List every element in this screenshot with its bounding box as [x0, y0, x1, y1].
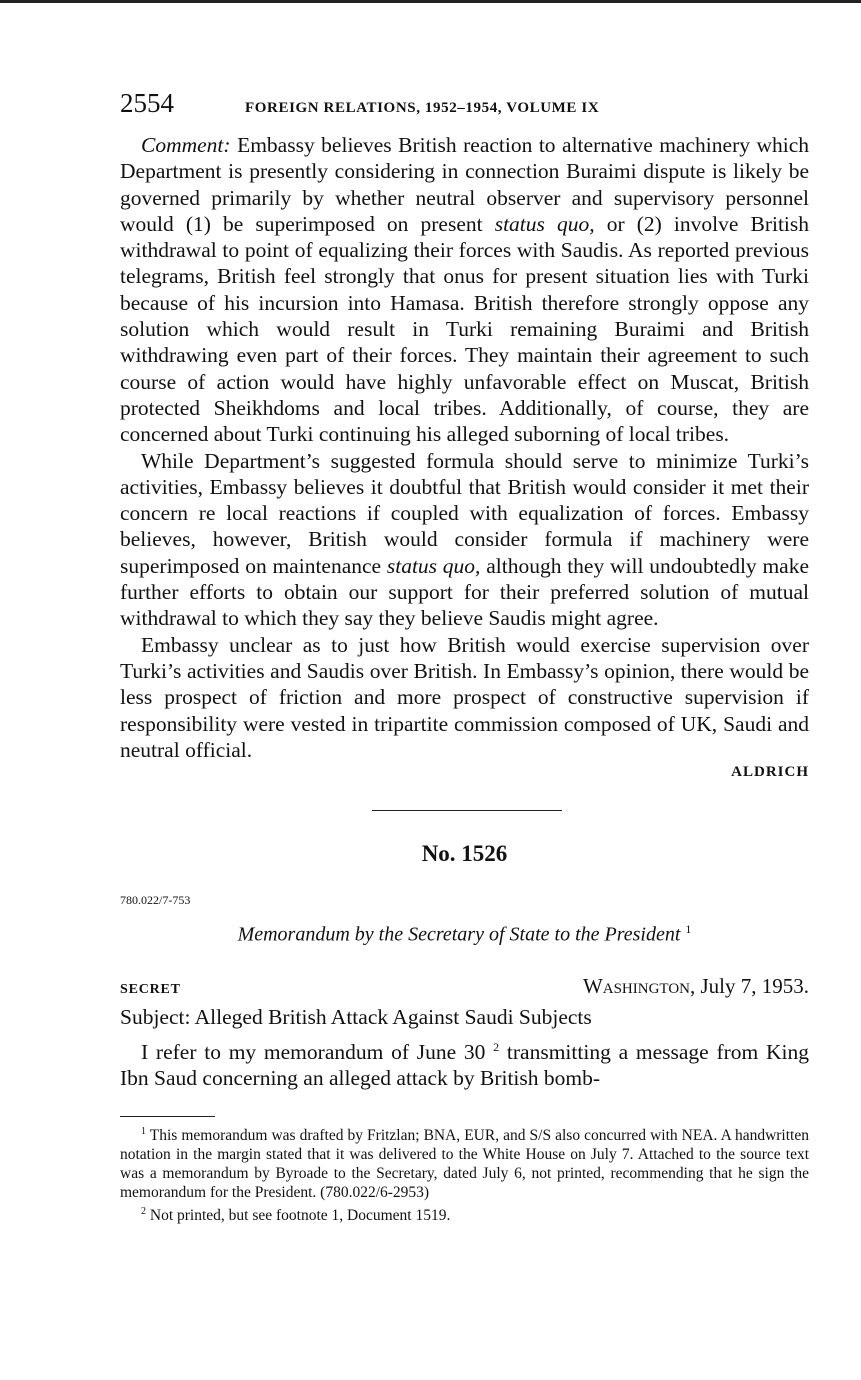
paragraph: Embassy unclear as to just how British would exercise supervision over Turki’s activities and Saudis over British. In Embassy’s opinion, there would be less prospect of friction and more prospect of constructive supervision if responsibility were vested in tripartite commission composed of UK, Saudi and neutral official.: [120, 632, 809, 762]
classification: SECRET: [120, 981, 181, 997]
page: [120, 88, 809, 1225]
signature: ALDRICH: [731, 764, 809, 781]
page-header: [120, 88, 809, 124]
title-text: Memorandum by the Secretary of State to the President: [237, 923, 681, 946]
date: , July 7, 1953.: [689, 973, 809, 998]
paragraph-text: Embassy believes British reaction to alternative machinery which Department is presently considering in connection Buraimi dispute is likely be governed primarily by whether neutral observer and supervisory personnel would (1) be superimposed on present: [120, 133, 809, 236]
top-border: [0, 0, 861, 3]
document-title: [120, 922, 809, 947]
paragraph-text: transmitting a message from King Ibn Saud concerning an alleged attack by British bomb-: [120, 1039, 809, 1091]
footnote-divider: [120, 1116, 215, 1117]
section-divider: [372, 810, 562, 811]
footnote-text: Not printed, but see footnote 1, Document 1519.: [149, 1206, 451, 1224]
footnote: [120, 1202, 809, 1225]
document-number: No. 1526: [421, 841, 508, 867]
telegram-text: [120, 132, 809, 763]
footnote-mark: 1: [685, 922, 692, 937]
paragraph-text: I refer to my memorandum of June 30: [141, 1039, 486, 1064]
paragraph: [120, 1034, 809, 1092]
status-quo: status quo,: [494, 211, 595, 236]
status-quo: status quo,: [386, 553, 481, 578]
page-number: 2554: [120, 88, 174, 118]
paragraph: [120, 448, 809, 632]
subject-line: Subject: Alleged British Attack Against Saudi Subjects: [120, 1004, 592, 1029]
paragraph-text: although they will undoubtedly make further efforts to obtain our support for their preferred solution of mutual withdrawal to which they say they believe Saudis might agree.: [120, 553, 810, 631]
dateline: [120, 974, 809, 999]
paragraph-text: or (2) involve British withdrawal to point of equalizing their forces with Saudis. As reported previous telegrams, British feel strongly that onus for present situation lies with Turki because of his incursion into Hamasa. British therefore strongly oppose any solution which would result in Turki remaining Buraimi and British withdrawing even part of their forces. They maintain their agreement to such course of action would have highly unfavorable effect on Muscat, British protected Sheikhdoms and local tribes. Additionally, of course, they are concerned about Turki continuing his alleged suborning of local tribes.: [120, 211, 810, 447]
paragraph: [120, 132, 809, 448]
footnote-text: This memorandum was drafted by Fritzlan; BNA, EUR, and S/S also concurred with NEA. A handwritten notation in the margin stated that it was delivered to the White House on July 7. Attached to the source text was a memorandum by Byroade to the Secretary, dated July 6, not printed, recommending that he sign the memorandum for the President. (780.022/6-2953): [120, 1126, 809, 1201]
place: Washington: [582, 973, 690, 998]
paragraph-text: While Department’s suggested formula should serve to minimize Turki’s activities, Embassy believes it doubtful that British would consider it met their concern re local reactions if coupled with equalization of forces. Embassy believes, however, British would consider formula if machinery were superimposed on maintenance: [120, 448, 809, 578]
running-title: FOREIGN RELATIONS, 1952–1954, VOLUME IX: [245, 100, 600, 116]
footnote-mark: 1: [141, 1125, 146, 1137]
comment-label: Comment:: [141, 133, 231, 157]
place-date: [583, 974, 809, 999]
memo-text: [120, 1034, 809, 1092]
footnote: [120, 1122, 809, 1202]
file-reference: 780.022/7-753: [120, 893, 191, 908]
footnote-mark: 2: [493, 1039, 500, 1054]
footnotes: [120, 1122, 809, 1225]
footnote-mark: 2: [141, 1205, 146, 1217]
